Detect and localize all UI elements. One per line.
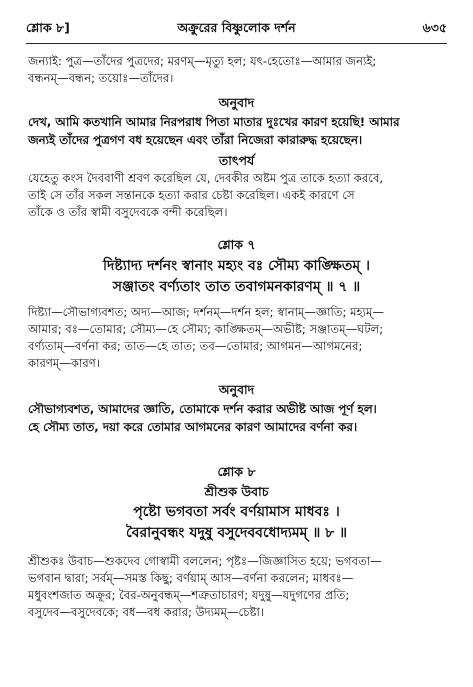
verse-8 [0,502,473,544]
speaker-line: শ্রীশুক উবাচ [204,484,269,499]
translation-heading: অনুবাদ [218,95,255,110]
text-line: তাই সে তাঁর সকল সন্তানকে হত্যা করার চেষ্টা করেছিল। একই কারণে সে [28,188,355,202]
text-line: হে সৌম্য তাত, দয়া করে তোমার আগমনের কারণ আমাদের বর্ণনা কর। [28,420,358,434]
verse-7 [0,256,473,298]
synonyms-block-1 [28,53,447,87]
text-line: জন্যই তাঁদের পুত্রগণ বধ হয়েছেন এবং তাঁরা নিজেরা কারারুদ্ধ হয়েছেন। [28,133,363,147]
chapter-title: অক্রুরের বিষ্ণুলোক দর্শন [177,20,296,35]
synonyms-block-7 [28,304,447,372]
text-line: কারণম্—কারণ। [28,356,100,370]
header-divider [26,43,447,44]
text-line: জন্যাই: পুত্র—তাঁদের পুত্রদের; মরণম্—মৃত্যু হল; যৎ-হেতোঃ—আমার জন্যই; [28,54,377,68]
translation-heading: অনুবাদ [218,382,255,397]
page-header [26,20,447,42]
text-line: মধুবংশজাত অক্রূর; বৈর-অনুবন্ধম্—শত্রুতাচারণ; যদুষু—যদুগণের প্রতি; [28,588,350,602]
text-line: তাঁকে ও তাঁর স্বামী বসুদেবকে বন্দী করেছিল। [28,205,228,219]
purport-heading: তাৎপর্য [218,153,255,168]
text-line: শ্রীশুকঃ উবাচ—শুকদেব গোস্বামী বললেন; পৃষ্টঃ—জিজ্ঞাসিত হয়ে; ভগবতা— [28,554,382,568]
text-line: বসুদেব—বসুদেবকে; বধ—বধ করার; উদ্যমম্—চেষ্টা। [28,605,264,619]
text-line: বন্ধনম্—বন্ধন; তয়োঃ—তাঁদের। [28,71,174,85]
verse-line: পৃষ্টো ভগবতা সর্বং বর্ণয়ামাস মাধবঃ । [133,504,340,520]
text-line: দিষ্ট্যা—সৌভাগ্যবশত; অদ্য—আজ; দর্শনম্—দর্শন হল; স্বানাম্—জ্ঞাতি; মহ্যম্— [28,305,384,319]
page-number: ৬৩৫ [422,20,447,35]
verse-line: দিষ্ট্যাদ্য দর্শনং স্বানাং মহ্যং বঃ সৌম্য কাঙ্ক্ষিতম্ । [102,258,371,274]
translation-block-7 [28,400,447,436]
text-line: যেহেতু কংস দৈববাণী শ্রবণ করেছিল যে, দেবকীর অষ্টম পুত্র তাকে হত্যা করবে, [28,171,384,185]
synonyms-block-8 [28,553,447,621]
purport-block [28,170,447,221]
translation-block-1 [28,113,447,149]
text-line: দেখ, আমি কতখানি আমার নিরপরাধ পিতা মাতার দুঃখের কারণ হয়েছি! আমার [28,115,400,129]
verse-title-7: শ্লোক ৭ [217,237,256,252]
verse-line: সঞ্জাতং বর্ণ্যতাং তাত তবাগমনকারণম্ ॥ ৭ ॥ [112,279,361,295]
verse-line: বৈরানুবন্ধং যদুষু বসুদেববধোদ্যমম্ ॥ ৮ ॥ [125,525,347,541]
verse-title-8: শ্লোক ৮ [217,464,256,479]
text-line: সৌভাগ্যবশত, আমাদের জ্ঞাতি, তোমাকে দর্শন করার অভীষ্ট আজ পূর্ণ হল। [28,402,377,416]
verse-reference: শ্লোক ৮] [26,20,70,35]
text-line: আমার; বঃ—তোমার; সৌম্য—হে সৌম্য; কাঙ্ক্ষিতম্—অভীষ্ট; সঞ্জাতম্—ঘটল; [28,322,384,336]
text-line: বর্ণ্যতাম্—বর্ণনা কর; তাত—হে তাত; তব—তোমার; আগমন—আগমনের; [28,339,363,353]
text-line: ভগবান দ্বারা; সর্বম্—সমস্ত কিছু; বর্ণয়াম্ আস—বর্ণনা করলেন; মাধবঃ— [28,571,354,585]
